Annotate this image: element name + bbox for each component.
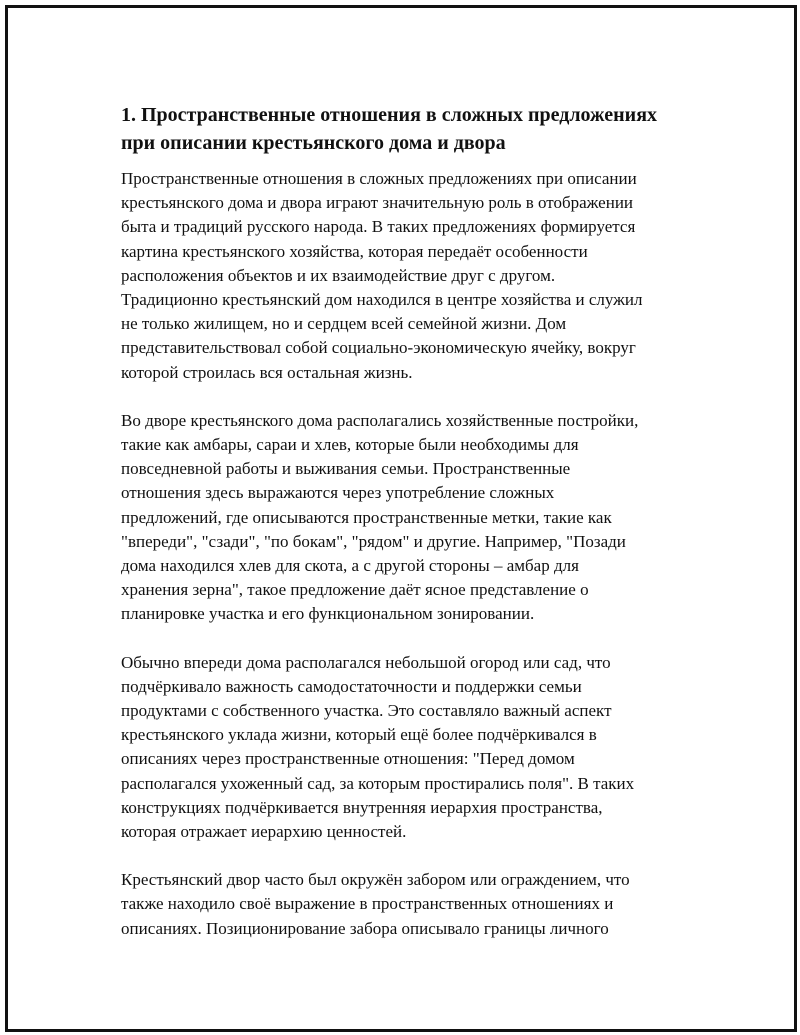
text-line: описаниях. Позиционирование забора описывало границы личного: [121, 918, 609, 938]
text-line: хранения зерна", такое предложение даёт ясное представление о: [121, 580, 589, 600]
text-line: быта и традиций русского народа. В таких предложениях формируется: [121, 217, 636, 237]
text-line: Во дворе крестьянского дома располагались хозяйственные постройки,: [121, 410, 639, 430]
text-line: расположения объектов и их взаимодействие друг с другом.: [121, 265, 556, 285]
text-line: повседневной работы и выживания семьи. Пространственные: [121, 459, 571, 479]
text-line: также находило своё выражение в пространственных отношениях и: [121, 894, 614, 914]
text-line: крестьянского дома и двора играют значительную роль в отображении: [121, 193, 634, 213]
paragraph-2: [121, 409, 711, 627]
text-line: "впереди", "сзади", "по бокам", "рядом" и другие. Например, "Позади: [121, 531, 626, 551]
text-line: дома находился хлев для скота, а с другой стороны – амбар для: [121, 556, 579, 576]
text-line: описаниях через пространственные отношения: "Перед домом: [121, 749, 575, 769]
text-line: картина крестьянского хозяйства, которая передаёт особенности: [121, 241, 588, 261]
section-heading: [121, 101, 711, 157]
heading-line: при описании крестьянского дома и двора: [121, 132, 506, 154]
text-line: не только жилищем, но и сердцем всей семейной жизни. Дом: [121, 314, 567, 334]
text-line: отношения здесь выражаются через употребление сложных: [121, 483, 555, 503]
text-line: предложений, где описываются пространственные метки, такие как: [121, 507, 612, 527]
heading-line: 1. Пространственные отношения в сложных предложениях: [121, 104, 658, 126]
paragraph-4: [121, 868, 711, 941]
text-line: Крестьянский двор часто был окружён забором или ограждением, что: [121, 870, 630, 890]
text-line: Пространственные отношения в сложных предложениях при описании: [121, 169, 637, 188]
text-line: крестьянского уклада жизни, который ещё более подчёркивался в: [121, 725, 597, 745]
text-line: такие как амбары, сараи и хлев, которые были необходимы для: [121, 435, 579, 455]
text-line: располагался ухоженный сад, за которым простирались поля". В таких: [121, 773, 635, 793]
text-line: Обычно впереди дома располагался небольшой огород или сад, что: [121, 652, 611, 672]
text-line: Традиционно крестьянский дом находился в центре хозяйства и служил: [121, 290, 643, 310]
text-line: планировке участка и его функциональном зонировании.: [121, 604, 535, 624]
text-line: которая отражает иерархию ценностей.: [121, 822, 407, 842]
text-line: конструкциях подчёркивается внутренняя иерархия пространства,: [121, 797, 603, 817]
text-line: продуктами с собственного участка. Это составляло важный аспект: [121, 701, 612, 721]
text-line: которой строилась вся остальная жизнь.: [121, 362, 413, 382]
paragraph-3: [121, 651, 711, 845]
text-line: представительствовал собой социально-экономическую ячейку, вокруг: [121, 338, 636, 358]
document-body: [121, 101, 711, 965]
paragraph-1: [121, 167, 711, 385]
text-line: подчёркивало важность самодостаточности и поддержки семьи: [121, 676, 582, 696]
page-frame: [5, 5, 797, 1032]
